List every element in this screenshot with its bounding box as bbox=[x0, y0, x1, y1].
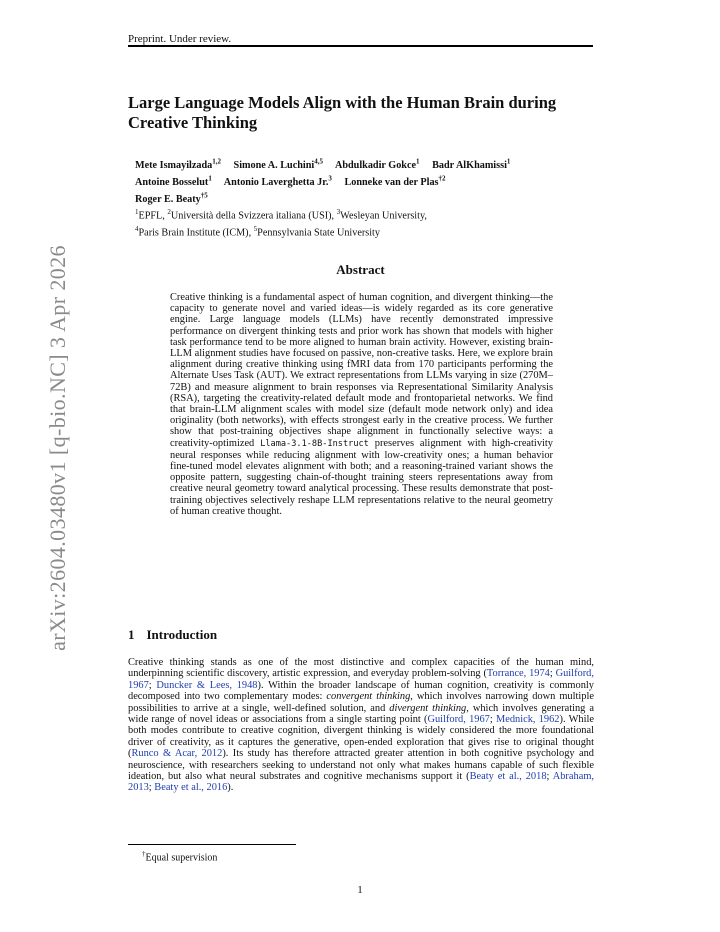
abstract-heading: Abstract bbox=[336, 262, 385, 277]
author-name: Abdulkadir Gokce$^1$ bbox=[334, 158, 420, 172]
footnote-rule bbox=[128, 844, 296, 845]
citation-link[interactable]: Torrance, 1974 bbox=[486, 668, 550, 680]
model-name: Llama-3.1-8B-Instruct bbox=[260, 438, 369, 449]
intro-paragraph: Creative thinking stands as one of the most distinctive and complex capacities of the human mind, underpinning scientific discovery, artistic expression, and everyday problem-solving (Torrance, 1974; Guilford, 1967; Duncker & Lees, 1948). Within the broader landscape of human cognition, creativity is commonly decomposed into two complementary modes: convergent thinking, which involves narrowing down multiple possibilities to arrive at a single, well-defined solution, and divergent thinking, which involves generating a wide range of novel ideas or associations from a single starting point (Guilford, 1967; Mednick, 1962). While both modes contribute to creative cognition, divergent thinking is widely considered the more foundational driver of creativity, as it captures the generative, open-ended exploration that gives rise to original thought (Runco & Acar, 2012). Its study has therefore attracted greater attention in both cognitive psychology and neuroscience, with researchers seeking to understand not only what makes humans capable of such flexible ideation, but also what neural substrates and cognitive mechanisms support it (Beaty et al., 2018; Abraham, 2013; Beaty et al., 2016). bbox=[128, 657, 594, 794]
citation-link[interactable]: Runco & Acar, 2012 bbox=[131, 748, 223, 760]
author-name: Mete Ismayilzada$^{1,2}$ bbox=[135, 158, 221, 172]
paper-title: Large Language Models Align with the Human Brain during Creative Thinking bbox=[128, 93, 557, 132]
author-names bbox=[135, 156, 605, 206]
citation-link[interactable]: Guilford, 1967 bbox=[427, 714, 490, 726]
author-name: Badr AlKhamissi$^1$ bbox=[432, 158, 511, 172]
citation-link[interactable]: Guilford, 1967 bbox=[128, 668, 594, 691]
running-head: Preprint. Under review. bbox=[128, 33, 232, 45]
section-heading: 1 Introduction bbox=[128, 627, 218, 642]
author-name: Antonio Laverghetta Jr.$^3$ bbox=[223, 174, 332, 189]
author-name: Roger E. Beaty$^{\dagger 5}$ bbox=[135, 191, 208, 205]
affiliations: $^1$EPFL, $^2$Università della Svizzera italiana (USI), $^3$Wesleyan University, $^4$Paris Brain Institute (ICM), $^5$Pennsylvania State University bbox=[135, 208, 427, 239]
footnote: †Equal supervision bbox=[142, 850, 218, 864]
citation-link[interactable]: Beaty et al., 2018 bbox=[469, 771, 547, 783]
citation-link[interactable]: Mednick, 1962 bbox=[495, 714, 560, 726]
author-name: Lonneke van der Plas$^{\dagger 2}$ bbox=[344, 174, 446, 189]
author-block bbox=[135, 156, 605, 240]
arxiv-stamp: arXiv:2604.03480v1 [q-bio.NC] 3 Apr 2026 bbox=[45, 245, 70, 651]
citation-link[interactable]: Duncker & Lees, 1948 bbox=[156, 679, 258, 691]
citation-link[interactable]: Abraham, 2013 bbox=[128, 771, 594, 794]
abstract-text: Creative thinking is a fundamental aspect of human cognition, and divergent thinking—the capacity to generate novel and varied ideas—is widely regarded as its core generative engine. Large language models (LLMs) have recently demonstrated impressive performance on divergent thinking tests and prior work has shown that models with higher task performance tend to be more aligned to human brain activity. However, existing brain-LLM alignment studies have focused on passive, non-creative tasks. Here, we explore brain alignment during creative thinking using fMRI data from 170 participants performing the Alternate Uses Task (AUT). We extract representations from LLMs varying in size (270M–72B) and measure alignment to brain responses via Representational Similarity Analysis (RSA), targeting the creativity-related default mode and frontoparietal networks. We find that brain-LLM alignment scales with model size (default mode network only) and idea originality (both networks), with effects strongest early in the creative process. We further show that post-training objectives shape alignment in functionally selective ways: a creativity-optimized Llama-3.1-8B-Instruct preserves alignment with high-creativity neural responses while reducing alignment with low-creativity ones; a human behavior fine-tuned model elevates alignment with both; and a reasoning-trained variant shows the opposite pattern, suggesting chain-of-thought training steers representations away from creative neural geometry toward analytical processing. These results demonstrate that post-training objectives selectively reshape LLM representations relative to the neural geometry of human creative thought. bbox=[170, 292, 553, 517]
header-rule bbox=[128, 45, 593, 47]
citation-link[interactable]: Beaty et al., 2016 bbox=[154, 782, 228, 794]
page-number: 1 bbox=[357, 884, 363, 896]
author-name: Antoine Bosselut$^1$ bbox=[135, 174, 212, 189]
author-name: Simone A. Luchini$^{4,5}$ bbox=[233, 158, 323, 172]
